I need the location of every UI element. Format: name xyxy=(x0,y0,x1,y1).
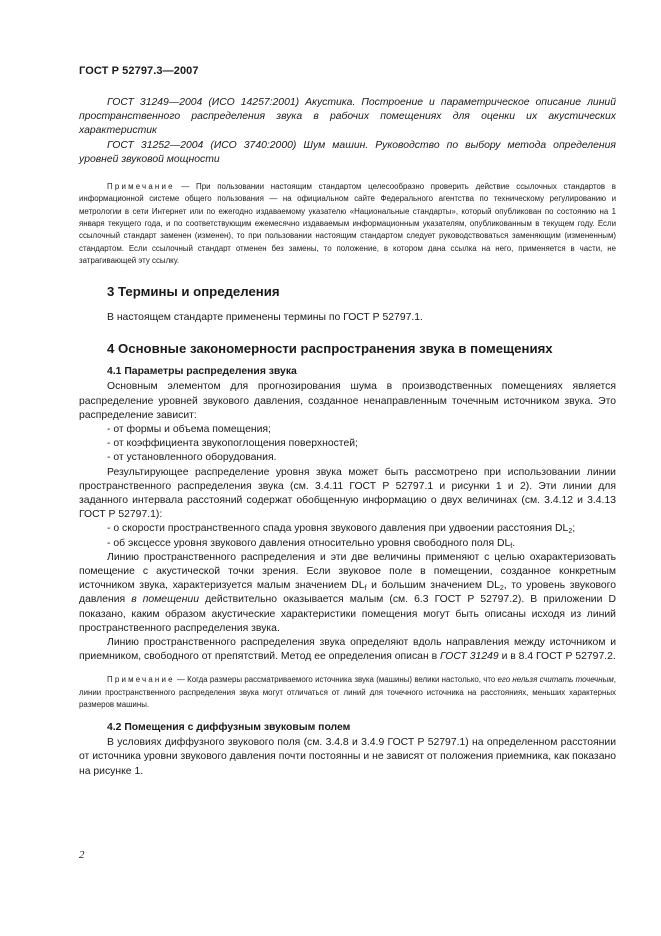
list-item xyxy=(79,537,616,551)
text: Линию пространственного распределения и эти две величины применяют с целью охарактеризовать помещение с акустической точки зрения. Если звуковое поле в помещении, созданное конкретным источником звука, характеризуется малым значением DL xyxy=(79,551,616,592)
reference-gost-31252 xyxy=(79,139,616,167)
document-header: ГОСТ Р 52797.3—2007 xyxy=(79,65,199,77)
reference-title: Акустика. Построение и параметрическое описание линий пространственного распределения звука в рабочих помещениях для оценки их акустических характеристик xyxy=(79,97,616,137)
emphasis: его нельзя считать точечным xyxy=(497,675,614,685)
page-content xyxy=(79,96,616,779)
list-text: - о скорости пространственного спада уровня звукового давления при удвоении расстояния DL xyxy=(107,523,569,535)
note-label: Примечание xyxy=(107,675,175,685)
section-3-heading: 3 Термины и определения xyxy=(107,284,280,300)
list-text-end: ; xyxy=(572,523,576,535)
section-4-heading: 4 Основные закономерности распространения звука в помещениях xyxy=(107,341,553,357)
reference-gost-31249 xyxy=(79,96,616,139)
list-item: - от установленного оборудования. xyxy=(107,452,277,464)
list-item: - от коэффициента звукопоглощения поверхностей; xyxy=(107,438,358,450)
note-text: — При пользовании настоящим стандартом целесообразно проверить действие ссылочных стандартов в информационной системе общего пользования — на официальном сайте Федерального агентства по техническому регулированию и метрологии в сети Интернет или по ежегодно издаваемому указателю «Национальные стандарты», который опубликован по состоянию на 1 января текущего года, и по соответствующим ежемесячно издаваемым информационным указателям, опубликованным в текущем году. Если ссылочный стандарт заменен (изменен), то при пользовании настоящим стандартом следует руководствоваться заменяющим (измененным) стандартом. Если ссылочный стандарт отменен без замены, то положение, в котором дана ссылка на него, применяется в части, не затрагивающей эту ссылку. xyxy=(79,182,616,265)
subscript: 2 xyxy=(568,528,573,536)
subscript: 2 xyxy=(499,585,504,593)
paragraph: Результирующее распределение уровня звука может быть рассмотрено при использовании линии пространственного распределения звука (см. 3.4.11 ГОСТ Р 52797.1 и рисунки 1 и 2). Эти линии для заданного интервала расстояний содержат обобщенную информацию о двух величинах (см. 3.4.12 и 3.4.13 ГОСТ Р 52797.1): xyxy=(79,466,616,521)
text: и в 8.4 ГОСТ Р 52797.2. xyxy=(498,651,616,663)
note-references xyxy=(79,181,616,267)
section-3-text: В настоящем стандарте применены термины по ГОСТ Р 52797.1. xyxy=(107,312,423,324)
note-source-size xyxy=(79,674,616,711)
reference-title: Шум машин. Руководство по выбору метода определения уровней звуковой мощности xyxy=(79,139,616,165)
paragraph xyxy=(79,636,616,664)
paragraph xyxy=(79,551,616,636)
page-number: 2 xyxy=(79,849,85,861)
text: , то уровень звукового давления xyxy=(79,580,617,606)
emphasis: в помещении xyxy=(131,594,199,606)
subscript: f xyxy=(364,585,367,593)
section-4-1-heading: 4.1 Параметры распределения звука xyxy=(107,366,297,378)
text: и большим значением DL xyxy=(366,580,500,592)
subscript: f xyxy=(510,542,513,550)
text: Линию пространственного распределения звука определяют вдоль направления между источником и приемником, свободного от препятствий. Метод ее определения описан в xyxy=(79,636,616,663)
emphasis: ГОСТ 31249 xyxy=(440,651,499,663)
section-4-2-heading: 4.2 Помещения с диффузным звуковым полем xyxy=(107,722,351,734)
note-text: — Когда размеры рассматриваемого источника звука (машины) велики настолько, что xyxy=(174,675,498,685)
list-text-end: . xyxy=(512,537,516,549)
list-item: - от формы и объема помещения; xyxy=(107,423,271,435)
list-item xyxy=(79,522,616,536)
paragraph: Основным элементом для прогнозирования шума в производственных помещениях является распределение уровней звукового давления, созданное ненаправленным точечным источником звука. Это распределение зависит: xyxy=(79,381,616,421)
text: действительно оказывается малым (см. 6.3 ГОСТ Р 52797.2). В приложении D показано, каким образом акустические характеристики помещения могут быть описаны исходя из линий пространственного распределения звука. xyxy=(79,594,616,634)
note-label: Примечание xyxy=(107,182,175,192)
reference-code: ГОСТ 31249—2004 (ИСО 14257:2001) xyxy=(107,97,300,108)
reference-code: ГОСТ 31252—2004 (ИСО 3740:2000) xyxy=(107,139,297,151)
list-text: - об эксцессе уровня звукового давления относительно уровня свободного поля DL xyxy=(107,537,511,549)
note-text: , линии пространственного распределения звука могут отличаться от линий для точечного источника на расстояниях, меньших характерных размеров машины. xyxy=(79,675,616,709)
paragraph: В условиях диффузного звукового поля (см. 3.4.8 и 3.4.9 ГОСТ Р 52797.1) на определенном расстоянии от источника уровни звукового давления почти постоянны и не зависят от положения приемника, как показано на рисунке 1. xyxy=(79,737,616,777)
